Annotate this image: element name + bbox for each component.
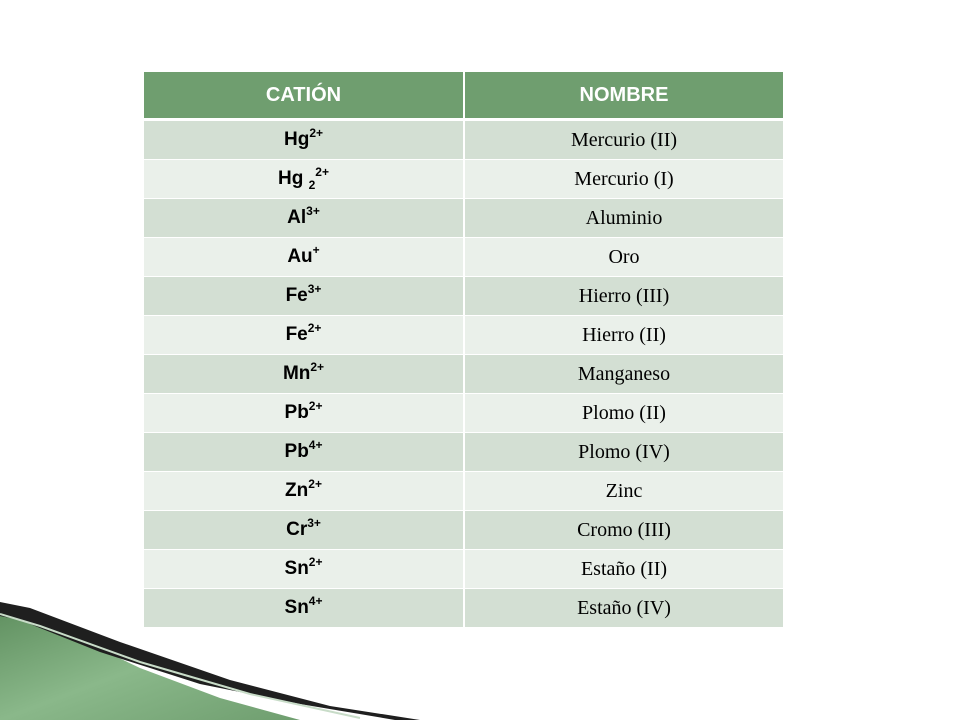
cation-symbol: Al <box>287 207 307 228</box>
table-row <box>144 550 783 589</box>
cation-name-cell: Zinc <box>464 472 783 511</box>
cation-name-cell: Plomo (IV) <box>464 433 783 472</box>
cation-table <box>144 72 783 627</box>
cation-charge: 3+ <box>306 204 320 218</box>
cation-charge: 4+ <box>308 594 323 608</box>
cation-name-cell: Hierro (III) <box>464 277 783 316</box>
table-body <box>144 120 783 628</box>
cation-charge: 2+ <box>315 165 329 179</box>
cation-cell <box>144 394 464 433</box>
cation-charge: 2+ <box>309 126 323 140</box>
cation-name-cell: Estaño (II) <box>464 550 783 589</box>
cation-name-cell: Estaño (IV) <box>464 589 783 628</box>
table-row <box>144 394 783 433</box>
cation-cell <box>144 238 464 277</box>
table-row <box>144 433 783 472</box>
cation-name-cell: Mercurio (I) <box>464 160 783 199</box>
cation-symbol: Fe <box>285 324 308 345</box>
cation-charge: 2+ <box>307 321 322 335</box>
cation-name-cell: Plomo (II) <box>464 394 783 433</box>
cation-symbol: Sn <box>284 597 309 618</box>
cation-cell <box>144 316 464 355</box>
table-head <box>144 72 783 120</box>
cation-charge: 2+ <box>308 555 323 569</box>
cation-charge: 2+ <box>308 399 323 413</box>
table-row <box>144 355 783 394</box>
slide-corner-decoration <box>0 590 470 720</box>
cation-charge: 2+ <box>310 360 325 374</box>
cation-charge: 3+ <box>307 282 322 296</box>
table-row <box>144 511 783 550</box>
cation-cell <box>144 199 464 238</box>
cation-cell <box>144 277 464 316</box>
cation-subscript: 2 <box>308 178 316 192</box>
cation-symbol: Au <box>287 246 313 267</box>
cation-cell <box>144 160 464 199</box>
table-row <box>144 277 783 316</box>
cation-symbol: Pb <box>284 441 309 462</box>
table-row <box>144 160 783 199</box>
cation-name-cell: Cromo (III) <box>464 511 783 550</box>
cation-symbol: Sn <box>284 558 309 579</box>
cation-symbol: Fe <box>285 285 308 306</box>
cation-symbol: Pb <box>284 402 309 423</box>
cation-name-cell: Oro <box>464 238 783 277</box>
header-cation: CATIÓN <box>144 72 464 120</box>
cation-cell <box>144 120 464 160</box>
header-nombre: NOMBRE <box>464 72 783 120</box>
cation-symbol: Mn <box>282 363 311 384</box>
cation-name-cell: Aluminio <box>464 199 783 238</box>
cation-charge: 3+ <box>307 516 321 530</box>
cation-cell <box>144 511 464 550</box>
cation-name-cell: Manganeso <box>464 355 783 394</box>
cation-name-cell: Mercurio (II) <box>464 120 783 160</box>
cation-symbol: Zn <box>285 480 309 501</box>
table-row <box>144 238 783 277</box>
cation-charge: + <box>312 243 320 257</box>
cation-name-cell: Hierro (II) <box>464 316 783 355</box>
table-row <box>144 316 783 355</box>
cation-symbol: Hg <box>283 129 310 150</box>
cation-charge: 2+ <box>308 477 322 491</box>
table-row <box>144 199 783 238</box>
cation-cell <box>144 355 464 394</box>
cation-symbol: Cr <box>286 519 308 540</box>
header-row <box>144 72 783 120</box>
cation-cell <box>144 433 464 472</box>
table-row <box>144 472 783 511</box>
cation-symbol: Hg <box>278 168 309 189</box>
table-row <box>144 120 783 160</box>
cation-charge: 4+ <box>308 438 323 452</box>
cation-cell <box>144 472 464 511</box>
cation-cell <box>144 550 464 589</box>
